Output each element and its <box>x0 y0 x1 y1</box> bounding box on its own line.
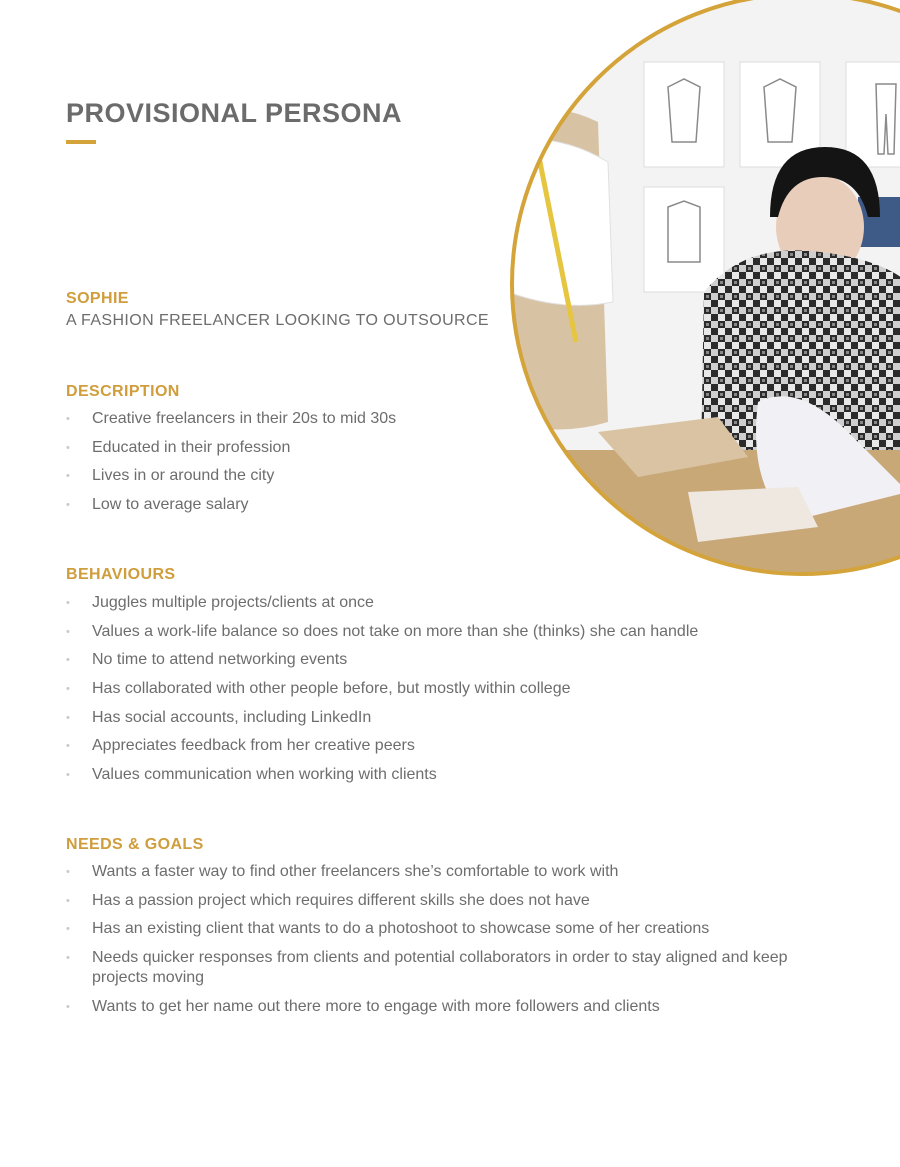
list-item: • Educated in their profession <box>66 438 291 456</box>
bullet-icon: • <box>66 769 70 782</box>
behaviours-list <box>66 593 826 794</box>
list-item: • Lives in or around the city <box>66 467 275 485</box>
list-item: • Has a passion project which requires different skills she does not have <box>66 891 590 909</box>
needs-goals-list <box>66 862 826 1025</box>
bullet-icon: • <box>66 952 70 965</box>
bullet-icon: • <box>66 923 70 936</box>
list-item: • Has an existing client that wants to do a photoshoot to showcase some of her creations <box>66 920 710 938</box>
bullet-icon: • <box>66 1000 70 1013</box>
description-heading: DESCRIPTION <box>66 383 180 400</box>
bullet-icon: • <box>66 625 70 638</box>
list-item: • Wants to get her name out there more to engage with more followers and clients <box>66 997 660 1015</box>
title-underline <box>66 140 96 144</box>
needs-goals-heading: NEEDS & GOALS <box>66 836 204 853</box>
bullet-icon: • <box>66 470 70 483</box>
bullet-icon: • <box>66 894 70 907</box>
list-item: • Values a work-life balance so does not take on more than she (thinks) she can handle <box>66 622 699 640</box>
bullet-icon: • <box>66 683 70 696</box>
persona-name: SOPHIE <box>66 290 129 307</box>
bullet-icon: • <box>66 597 70 609</box>
list-item: • Appreciates feedback from her creative peers <box>66 737 415 755</box>
list-item: • Creative freelancers in their 20s to mid 30s <box>66 410 397 427</box>
behaviours-heading: BEHAVIOURS <box>66 566 176 583</box>
list-item: • Has social accounts, including LinkedIn <box>66 708 372 726</box>
list-item: • Wants a faster way to find other freelancers she’s comfortable to work with <box>66 863 619 880</box>
description-list <box>66 409 826 524</box>
list-item: • Low to average salary <box>66 496 249 514</box>
list-item: • Needs quicker responses from clients and potential collaborators in order to stay aligned and keep projects moving <box>66 949 788 987</box>
bullet-icon: • <box>66 740 70 753</box>
page-title: PROVISIONAL PERSONA <box>66 98 403 128</box>
bullet-icon: • <box>66 711 70 724</box>
persona-tagline: A FASHION FREELANCER LOOKING TO OUTSOURCE <box>66 312 490 329</box>
bullet-icon: • <box>66 413 70 425</box>
list-item: • Juggles multiple projects/clients at once <box>66 594 374 611</box>
list-item: • No time to attend networking events <box>66 651 348 669</box>
bullet-icon: • <box>66 866 70 878</box>
bullet-icon: • <box>66 441 70 454</box>
bullet-icon: • <box>66 499 70 512</box>
list-item: • Values communication when working with clients <box>66 766 437 784</box>
list-item: • Has collaborated with other people before, but mostly within college <box>66 680 571 698</box>
bullet-icon: • <box>66 654 70 667</box>
